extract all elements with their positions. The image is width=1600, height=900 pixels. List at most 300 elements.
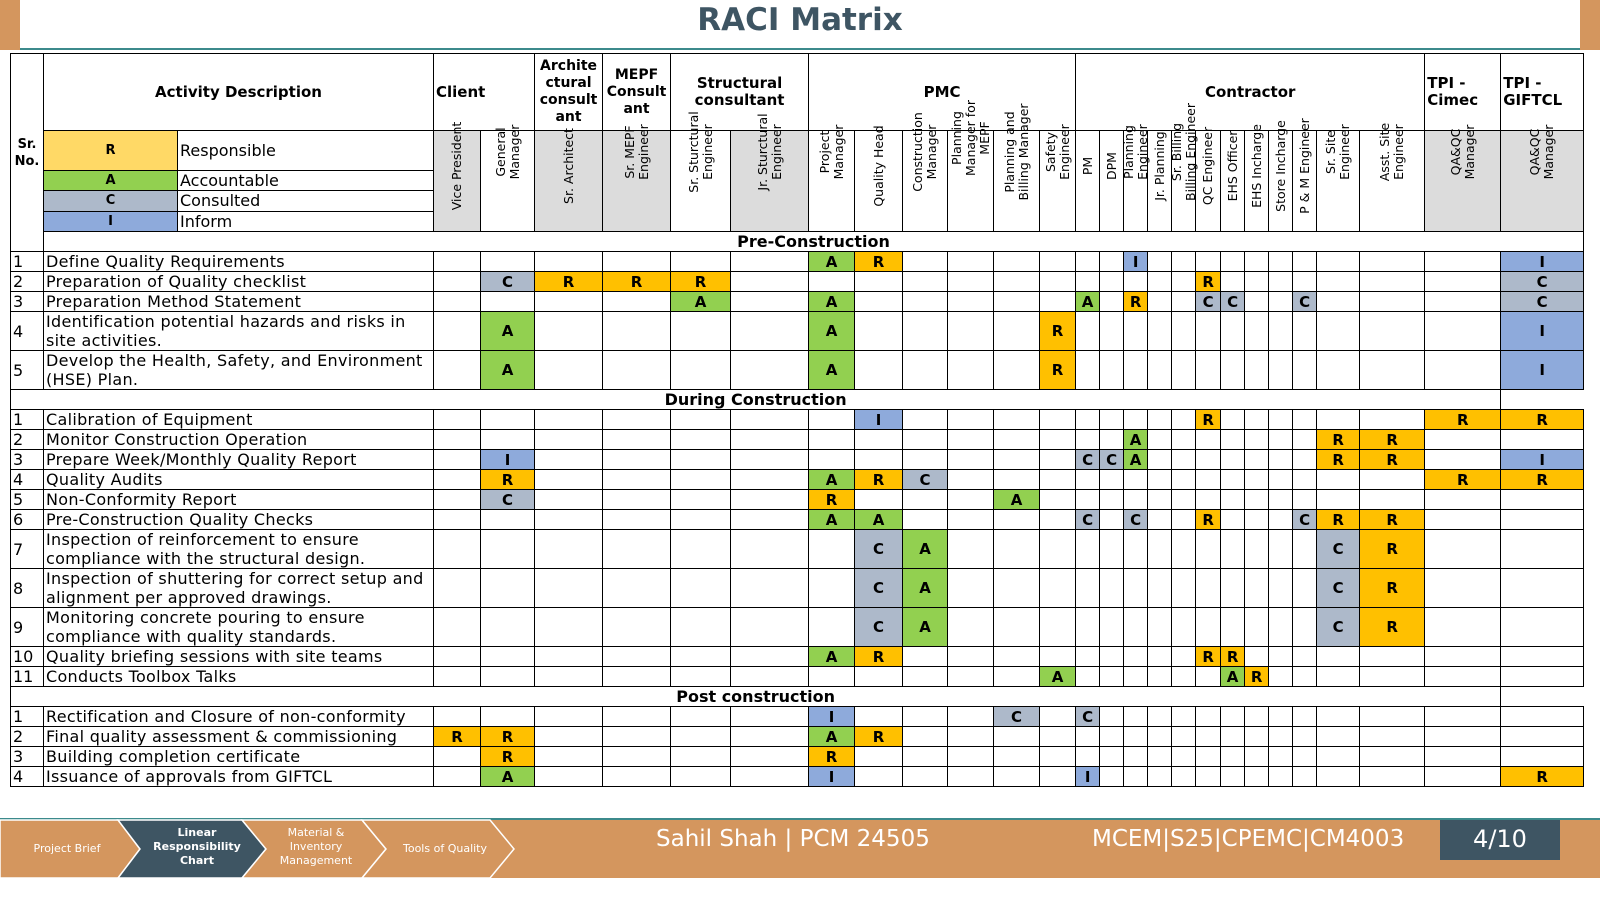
raci-cell: A — [481, 312, 535, 351]
raci-cell — [1425, 490, 1501, 510]
raci-cell — [671, 312, 731, 351]
raci-cell — [1221, 490, 1245, 510]
raci-cell — [603, 569, 671, 608]
table-row — [11, 727, 1584, 747]
raci-cell — [535, 569, 603, 608]
role-label: Asst. Site Engineer — [1377, 122, 1407, 182]
activity-description: Rectification and Closure of non-conformity — [44, 707, 434, 727]
raci-cell: R — [1196, 410, 1221, 430]
raci-cell — [603, 312, 671, 351]
raci-cell — [434, 647, 481, 667]
raci-cell — [948, 767, 994, 787]
raci-cell — [671, 608, 731, 647]
raci-cell: R — [809, 747, 855, 767]
activity-description: Monitoring concrete pouring to ensure compliance with quality standards. — [44, 608, 434, 647]
raci-cell — [1076, 667, 1100, 687]
raci-cell — [1196, 252, 1221, 272]
raci-cell — [1040, 608, 1076, 647]
raci-cell — [481, 530, 535, 569]
raci-cell: I — [1501, 351, 1584, 390]
role-label: General Manager — [492, 124, 522, 180]
raci-cell — [1172, 430, 1196, 450]
raci-cell: R — [1040, 351, 1076, 390]
raci-cell: I — [1076, 767, 1100, 787]
raci-cell — [948, 430, 994, 450]
table-row — [11, 470, 1584, 490]
raci-cell — [671, 490, 731, 510]
raci-cell — [731, 470, 809, 490]
table-row — [11, 530, 1584, 569]
raci-cell — [1425, 510, 1501, 530]
group-header: Contractor — [1076, 54, 1425, 131]
raci-cell — [1317, 272, 1360, 292]
raci-cell — [1221, 510, 1245, 530]
table-row — [11, 608, 1584, 647]
raci-cell: R — [1317, 450, 1360, 470]
activity-description: Inspection of reinforcement to ensure compliance with the structural design. — [44, 530, 434, 569]
table-row — [11, 569, 1584, 608]
raci-cell — [535, 727, 603, 747]
raci-cell: C — [1100, 450, 1124, 470]
raci-cell: R — [1196, 510, 1221, 530]
role-label: Planning Engineer — [1120, 124, 1150, 180]
raci-cell — [1293, 530, 1317, 569]
row-number: 7 — [11, 530, 44, 569]
raci-cell — [1360, 667, 1425, 687]
raci-cell — [1245, 647, 1269, 667]
raci-cell — [603, 450, 671, 470]
raci-cell — [1172, 252, 1196, 272]
raci-cell — [1360, 272, 1425, 292]
raci-cell: A — [809, 510, 855, 530]
raci-cell — [603, 767, 671, 787]
raci-cell — [603, 707, 671, 727]
raci-cell — [994, 252, 1040, 272]
role-label: Sr. Billing Billing Engineer — [1168, 103, 1198, 201]
nav-label-material-inventory[interactable]: Material & Inventory Management — [279, 826, 353, 867]
raci-cell — [1221, 608, 1245, 647]
activity-description: Quality Audits — [44, 470, 434, 490]
row-number: 3 — [11, 292, 44, 312]
raci-cell — [1148, 569, 1172, 608]
raci-cell — [671, 410, 731, 430]
raci-cell — [1293, 707, 1317, 727]
raci-cell: R — [1360, 430, 1425, 450]
role-label: Planning Manager for MEPF — [948, 100, 992, 176]
row-number: 6 — [11, 510, 44, 530]
raci-cell — [1100, 410, 1124, 430]
raci-cell — [1196, 767, 1221, 787]
raci-cell — [535, 312, 603, 351]
raci-cell — [809, 430, 855, 450]
raci-cell — [1100, 707, 1124, 727]
raci-cell — [1100, 530, 1124, 569]
activity-description: Non-Conformity Report — [44, 490, 434, 510]
raci-cell: I — [1501, 252, 1584, 272]
table-row — [11, 272, 1584, 292]
course-code: MCEM|S25|CPEMC|CM4003 — [1092, 826, 1405, 852]
raci-cell — [948, 450, 994, 470]
raci-cell — [1269, 351, 1293, 390]
role-header — [994, 103, 1040, 232]
raci-cell — [994, 510, 1040, 530]
raci-cell — [671, 569, 731, 608]
raci-cell — [948, 292, 994, 312]
raci-cell — [903, 450, 948, 470]
raci-cell — [1425, 608, 1501, 647]
section-row — [11, 390, 1584, 410]
table-row — [11, 767, 1584, 787]
raci-cell: R — [1317, 430, 1360, 450]
activity-description: Define Quality Requirements — [44, 252, 434, 272]
row-number: 11 — [11, 667, 44, 687]
role-label: PM — [1079, 156, 1095, 176]
role-header — [1317, 124, 1360, 232]
role-label: EHS Incharge — [1248, 124, 1264, 208]
raci-cell — [1221, 470, 1245, 490]
raci-cell — [1425, 351, 1501, 390]
role-label: Store Incharge — [1272, 120, 1288, 212]
row-number: 9 — [11, 608, 44, 647]
raci-cell — [1100, 252, 1124, 272]
raci-cell — [1076, 747, 1100, 767]
raci-cell — [1124, 490, 1148, 510]
raci-cell: R — [1360, 569, 1425, 608]
raci-cell — [1148, 351, 1172, 390]
raci-cell: I — [855, 410, 903, 430]
table-row — [11, 292, 1584, 312]
raci-cell: C — [1501, 272, 1584, 292]
raci-cell — [1100, 647, 1124, 667]
raci-cell — [1269, 747, 1293, 767]
legend-key-r: R — [44, 131, 178, 171]
raci-cell — [481, 569, 535, 608]
raci-cell — [1360, 647, 1425, 667]
raci-cell — [603, 510, 671, 530]
raci-cell — [1425, 272, 1501, 292]
title-divider — [20, 48, 1580, 50]
raci-cell — [671, 667, 731, 687]
raci-cell — [1293, 647, 1317, 667]
legend-key-a: A — [44, 170, 178, 190]
activity-description: Identification potential hazards and risks in site activities. — [44, 312, 434, 351]
raci-cell — [1269, 667, 1293, 687]
raci-cell — [1196, 312, 1221, 351]
raci-cell: R — [1245, 667, 1269, 687]
raci-cell — [1221, 707, 1245, 727]
role-label: Vice President — [449, 121, 465, 211]
raci-cell — [434, 410, 481, 430]
raci-cell: R — [855, 727, 903, 747]
raci-cell — [1124, 272, 1148, 292]
raci-cell — [1269, 569, 1293, 608]
raci-cell — [1172, 510, 1196, 530]
raci-cell: A — [809, 351, 855, 390]
raci-cell — [731, 490, 809, 510]
raci-cell — [535, 530, 603, 569]
group-header: PMC — [809, 54, 1076, 131]
raci-cell — [1317, 707, 1360, 727]
raci-cell — [1100, 569, 1124, 608]
raci-cell: R — [1196, 647, 1221, 667]
raci-cell — [1269, 510, 1293, 530]
legend-label: Accountable — [178, 170, 434, 190]
raci-cell — [1076, 647, 1100, 667]
raci-cell — [1221, 767, 1245, 787]
role-header — [809, 124, 855, 232]
raci-cell — [809, 667, 855, 687]
raci-cell — [1040, 490, 1076, 510]
raci-cell — [948, 667, 994, 687]
raci-cell — [994, 608, 1040, 647]
raci-cell — [1245, 530, 1269, 569]
raci-cell — [481, 608, 535, 647]
raci-cell — [1196, 707, 1221, 727]
raci-cell — [1076, 351, 1100, 390]
raci-cell: C — [903, 470, 948, 490]
raci-cell — [1040, 747, 1076, 767]
raci-cell — [855, 667, 903, 687]
raci-cell — [994, 351, 1040, 390]
raci-cell — [1269, 252, 1293, 272]
raci-cell — [1196, 727, 1221, 747]
raci-cell — [903, 647, 948, 667]
group-header: Structural consultant — [671, 54, 809, 131]
raci-cell — [1501, 430, 1584, 450]
raci-cell — [1172, 608, 1196, 647]
role-label: Sr. Architect — [560, 128, 576, 204]
raci-cell: R — [1360, 450, 1425, 470]
page-title: RACI Matrix — [697, 2, 903, 38]
row-number: 4 — [11, 767, 44, 787]
nav-label-project-brief[interactable]: Project Brief — [33, 842, 101, 855]
raci-cell — [1501, 707, 1584, 727]
raci-cell — [1293, 727, 1317, 747]
raci-cell — [1100, 510, 1124, 530]
role-header — [1148, 131, 1172, 232]
row-number: 2 — [11, 727, 44, 747]
raci-cell — [948, 647, 994, 667]
raci-cell — [1100, 608, 1124, 647]
raci-cell — [903, 707, 948, 727]
raci-cell — [1501, 608, 1584, 647]
raci-cell — [671, 747, 731, 767]
raci-cell: C — [1317, 569, 1360, 608]
activity-description: Develop the Health, Safety, and Environment (HSE) Plan. — [44, 351, 434, 390]
raci-cell — [731, 510, 809, 530]
raci-cell — [1076, 312, 1100, 351]
raci-cell — [1040, 410, 1076, 430]
raci-cell — [809, 450, 855, 470]
raci-cell — [1360, 470, 1425, 490]
raci-cell — [535, 707, 603, 727]
row-number: 3 — [11, 450, 44, 470]
raci-cell — [1196, 667, 1221, 687]
role-label: Sr. Sturctural Engineer — [685, 111, 715, 193]
raci-cell — [1124, 569, 1148, 608]
raci-cell — [903, 767, 948, 787]
activity-description: Quality briefing sessions with site teams — [44, 647, 434, 667]
raci-cell — [731, 252, 809, 272]
raci-cell — [1245, 510, 1269, 530]
raci-cell — [1221, 312, 1245, 351]
raci-cell: C — [855, 569, 903, 608]
row-number: 2 — [11, 430, 44, 450]
raci-cell — [855, 490, 903, 510]
raci-cell — [948, 272, 994, 292]
raci-cell — [1124, 608, 1148, 647]
raci-cell — [434, 667, 481, 687]
activity-description: Building completion certificate — [44, 747, 434, 767]
raci-cell — [948, 351, 994, 390]
raci-cell — [481, 647, 535, 667]
raci-cell — [603, 292, 671, 312]
raci-cell — [434, 292, 481, 312]
raci-cell — [1293, 272, 1317, 292]
raci-cell — [1100, 470, 1124, 490]
raci-cell — [855, 292, 903, 312]
raci-cell: A — [1040, 667, 1076, 687]
activity-description: Preparation of Quality checklist — [44, 272, 434, 292]
activity-description: Monitor Construction Operation — [44, 430, 434, 450]
raci-cell — [1221, 351, 1245, 390]
raci-cell — [1425, 667, 1501, 687]
raci-cell — [671, 530, 731, 569]
raci-cell — [603, 647, 671, 667]
role-label: Planning and Billing Manager — [1001, 103, 1031, 201]
raci-cell — [948, 530, 994, 569]
raci-cell — [994, 312, 1040, 351]
raci-cell — [1245, 470, 1269, 490]
raci-cell — [731, 647, 809, 667]
raci-cell — [671, 450, 731, 470]
author-name: Sahil Shah | PCM 24505 — [656, 826, 930, 852]
raci-cell: A — [809, 312, 855, 351]
raci-cell — [434, 470, 481, 490]
raci-cell: A — [994, 490, 1040, 510]
raci-cell — [1196, 608, 1221, 647]
raci-cell — [434, 351, 481, 390]
raci-cell — [731, 410, 809, 430]
raci-cell: A — [903, 530, 948, 569]
raci-cell: A — [481, 351, 535, 390]
raci-cell — [603, 490, 671, 510]
raci-cell — [1172, 667, 1196, 687]
nav-label-tools-quality[interactable]: Tools of Quality — [403, 842, 487, 855]
raci-cell — [948, 470, 994, 490]
role-label: Jr. Planning — [1151, 131, 1167, 201]
raci-cell — [809, 272, 855, 292]
raci-cell — [1172, 470, 1196, 490]
raci-cell: A — [809, 470, 855, 490]
raci-cell — [1100, 272, 1124, 292]
role-header — [1221, 131, 1245, 232]
raci-cell — [1221, 272, 1245, 292]
row-number: 5 — [11, 351, 44, 390]
table-row — [11, 667, 1584, 687]
raci-cell — [1124, 530, 1148, 569]
raci-cell: R — [481, 747, 535, 767]
raci-cell: C — [1293, 292, 1317, 312]
raci-cell — [1317, 667, 1360, 687]
raci-cell: R — [1425, 410, 1501, 430]
raci-cell — [603, 470, 671, 490]
raci-cell — [1172, 490, 1196, 510]
raci-cell — [731, 430, 809, 450]
raci-cell — [1293, 252, 1317, 272]
raci-cell — [1269, 430, 1293, 450]
raci-cell — [1269, 707, 1293, 727]
raci-cell — [1196, 490, 1221, 510]
role-header — [903, 112, 948, 232]
role-header — [481, 124, 535, 232]
raci-cell — [535, 767, 603, 787]
section-title: Pre-Construction — [44, 232, 1584, 252]
raci-cell — [1269, 410, 1293, 430]
raci-cell — [1293, 767, 1317, 787]
raci-cell — [434, 490, 481, 510]
role-label: QC Engineer — [1200, 126, 1216, 206]
raci-cell — [1317, 470, 1360, 490]
raci-cell — [481, 707, 535, 727]
raci-cell — [1360, 747, 1425, 767]
row-number: 1 — [11, 410, 44, 430]
raci-cell — [994, 667, 1040, 687]
raci-cell: C — [1076, 707, 1100, 727]
raci-cell — [1172, 530, 1196, 569]
raci-cell — [1148, 747, 1172, 767]
raci-cell — [535, 292, 603, 312]
raci-cell — [1148, 450, 1172, 470]
raci-cell: R — [855, 647, 903, 667]
raci-cell — [855, 747, 903, 767]
raci-cell — [603, 430, 671, 450]
raci-cell — [535, 252, 603, 272]
nav-label-linear-responsibility[interactable]: Linear Responsibility Chart — [153, 826, 241, 867]
raci-cell — [1124, 647, 1148, 667]
raci-cell — [903, 351, 948, 390]
legend-label: Consulted — [178, 191, 434, 211]
table-row — [11, 510, 1584, 530]
raci-cell — [1501, 647, 1584, 667]
role-label: Construction Manager — [910, 112, 940, 192]
raci-cell — [1148, 490, 1172, 510]
raci-cell — [535, 490, 603, 510]
table-row — [11, 430, 1584, 450]
raci-cell — [1100, 727, 1124, 747]
raci-cell — [1076, 252, 1100, 272]
raci-cell — [1040, 707, 1076, 727]
raci-cell — [1245, 272, 1269, 292]
raci-cell — [1245, 767, 1269, 787]
raci-cell: R — [1501, 470, 1584, 490]
raci-cell — [434, 767, 481, 787]
raci-cell — [434, 312, 481, 351]
raci-cell — [1172, 727, 1196, 747]
raci-cell — [1221, 530, 1245, 569]
raci-cell — [1040, 272, 1076, 292]
sr-no-header: Sr. No. — [11, 54, 44, 252]
raci-cell: R — [855, 252, 903, 272]
raci-cell — [994, 727, 1040, 747]
raci-cell — [1245, 351, 1269, 390]
raci-cell — [1124, 351, 1148, 390]
group-header: MEPF Consult ant — [603, 54, 671, 131]
raci-cell — [1148, 312, 1172, 351]
row-number: 5 — [11, 490, 44, 510]
raci-cell — [1148, 767, 1172, 787]
page-number: 4/10 — [1440, 820, 1560, 860]
